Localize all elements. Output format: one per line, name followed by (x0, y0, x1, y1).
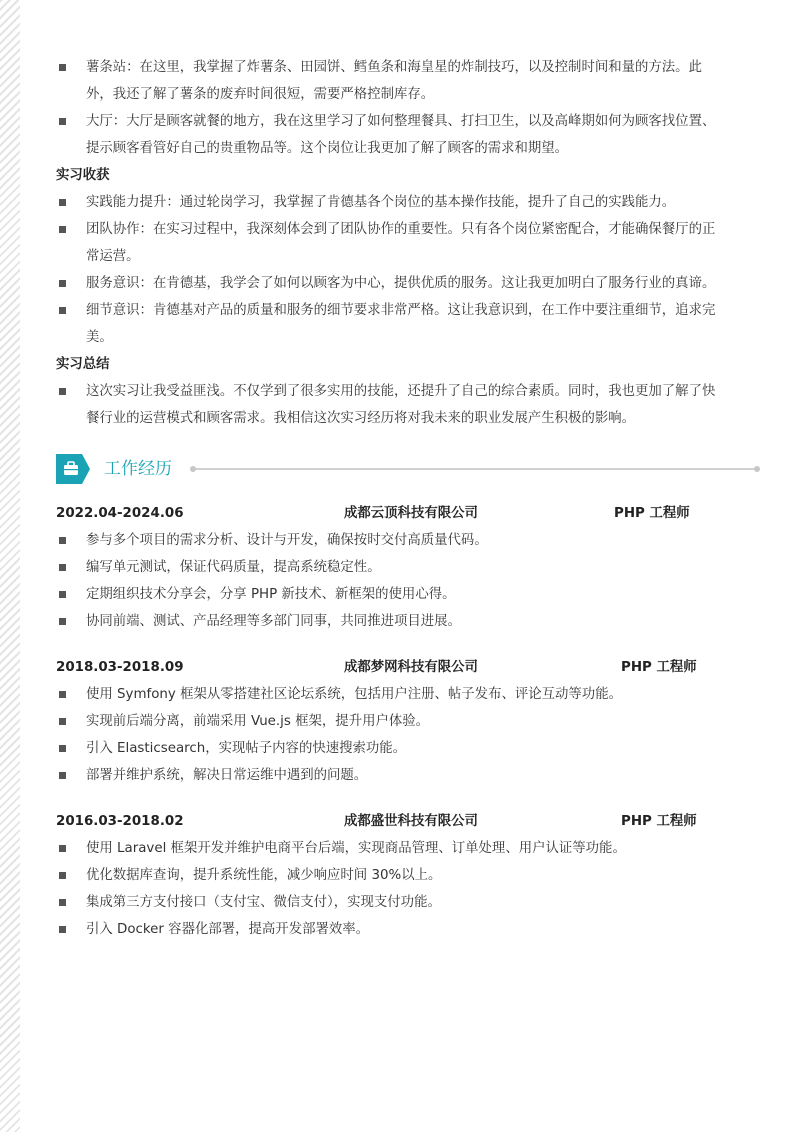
job-entry (56, 654, 722, 789)
list-item (56, 889, 722, 916)
bullet-square-icon (59, 226, 66, 233)
bullet-square-icon (59, 307, 66, 314)
internship-gains (56, 162, 722, 351)
bullet-square-icon (59, 926, 66, 933)
work-experience-header (56, 454, 722, 484)
job-date: 2022.04-2024.06 (56, 506, 184, 521)
job-header (56, 500, 722, 527)
job-role: PHP 工程师 (614, 506, 690, 521)
gains-title: 实习收获 (56, 168, 110, 183)
bullet-square-icon (59, 899, 66, 906)
list-item (56, 862, 722, 889)
list-item-text: 服务意识：在肯德基，我学会了如何以顾客为中心，提供优质的服务。这让我更加明白了服务行业的真谛。 (86, 276, 716, 291)
section-title: 工作经历 (104, 459, 172, 479)
list-item (56, 554, 722, 581)
list-item-text: 优化数据库查询，提升系统性能，减少响应时间 30%以上。 (86, 868, 442, 883)
job-date: 2016.03-2018.02 (56, 814, 184, 829)
list-item-text: 实现前后端分离，前端采用 Vue.js 框架，提升用户体验。 (86, 714, 430, 729)
list-item-text: 参与多个项目的需求分析、设计与开发，确保按时交付高质量代码。 (86, 533, 488, 548)
bullet-square-icon (59, 118, 66, 125)
list-item-text: 引入 Docker 容器化部署，提高开发部署效率。 (86, 922, 370, 937)
section-divider (192, 468, 756, 470)
bullet-square-icon (59, 718, 66, 725)
bullet-square-icon (59, 872, 66, 879)
divider-dot-left (190, 466, 196, 472)
list-item (56, 735, 722, 762)
job-entry (56, 500, 722, 635)
list-item (56, 608, 722, 635)
job-company: 成都云顶科技有限公司 (344, 506, 478, 521)
list-item-text: 使用 Symfony 框架从零搭建社区论坛系统，包括用户注册、帖子发布、评论互动等功能。 (86, 687, 622, 702)
list-item (56, 681, 722, 708)
list-item-text: 协同前端、测试、产品经理等多部门同事，共同推进项目进展。 (86, 614, 461, 629)
list-item (56, 270, 722, 297)
list-item (56, 189, 722, 216)
list-item (56, 581, 722, 608)
job-date: 2018.03-2018.09 (56, 660, 184, 675)
list-item-text: 团队协作：在实习过程中，我深刻体会到了团队协作的重要性。只有各个岗位紧密配合，才能确保餐厅的正常运营。 (86, 222, 716, 264)
list-item-text: 薯条站：在这里，我掌握了炸薯条、田园饼、鳕鱼条和海皇星的炸制技巧，以及控制时间和量的方法。此外，我还了解了薯条的废弃时间很短，需要严格控制库存。 (86, 60, 702, 102)
list-item-text: 编写单元测试，保证代码质量，提高系统稳定性。 (86, 560, 381, 575)
list-item-text: 使用 Laravel 框架开发并维护电商平台后端，实现商品管理、订单处理、用户认证等功能。 (86, 841, 626, 856)
list-item (56, 762, 722, 789)
list-item-text: 大厅：大厅是顾客就餐的地方，我在这里学习了如何整理餐具、打扫卫生，以及高峰期如何为顾客找位置、提示顾客看管好自己的贵重物品等。这个岗位让我更加了解了顾客的需求和期望。 (86, 114, 716, 156)
job-entry (56, 808, 722, 943)
resume-content (56, 54, 722, 962)
list-item-text: 细节意识：肯德基对产品的质量和服务的细节要求非常严格。这让我意识到，在工作中要注重细节，追求完美。 (86, 303, 716, 345)
bullet-square-icon (59, 591, 66, 598)
bullet-square-icon (59, 280, 66, 287)
bullet-square-icon (59, 772, 66, 779)
bullet-square-icon (59, 618, 66, 625)
list-item-text: 这次实习让我受益匪浅。不仅学到了很多实用的技能，还提升了自己的综合素质。同时，我也更加了解了快餐行业的运营模式和顾客需求。我相信这次实习经历将对我未来的职业发展产生积极的影响。 (86, 384, 716, 426)
bullet-square-icon (59, 388, 66, 395)
job-header (56, 654, 722, 681)
list-item-text: 部署并维护系统，解决日常运维中遇到的问题。 (86, 768, 368, 783)
bullet-square-icon (59, 564, 66, 571)
bullet-square-icon (59, 745, 66, 752)
list-item (56, 708, 722, 735)
list-item (56, 835, 722, 862)
list-item (56, 378, 722, 432)
list-item (56, 216, 722, 270)
bullet-square-icon (59, 537, 66, 544)
bullet-square-icon (59, 691, 66, 698)
job-role: PHP 工程师 (621, 814, 697, 829)
list-item (56, 527, 722, 554)
internship-summary (56, 351, 722, 432)
list-item (56, 54, 722, 108)
internship-details (56, 54, 722, 162)
divider-dot-right (754, 466, 760, 472)
list-item (56, 297, 722, 351)
list-item-text: 集成第三方支付接口（支付宝、微信支付），实现支付功能。 (86, 895, 441, 910)
job-company: 成都盛世科技有限公司 (344, 814, 478, 829)
briefcase-icon (56, 454, 90, 484)
job-header (56, 808, 722, 835)
job-role: PHP 工程师 (621, 660, 697, 675)
job-company: 成都梦网科技有限公司 (344, 660, 478, 675)
list-item-text: 引入 Elasticsearch，实现帖子内容的快速搜索功能。 (86, 741, 407, 756)
list-item (56, 916, 722, 943)
bullet-square-icon (59, 845, 66, 852)
bullet-square-icon (59, 64, 66, 71)
list-item (56, 108, 722, 162)
decorative-stripe (0, 0, 20, 1132)
bullet-square-icon (59, 199, 66, 206)
list-item-text: 实践能力提升：通过轮岗学习，我掌握了肯德基各个岗位的基本操作技能，提升了自己的实践能力。 (86, 195, 676, 210)
summary-title: 实习总结 (56, 357, 110, 372)
list-item-text: 定期组织技术分享会，分享 PHP 新技术、新框架的使用心得。 (86, 587, 456, 602)
